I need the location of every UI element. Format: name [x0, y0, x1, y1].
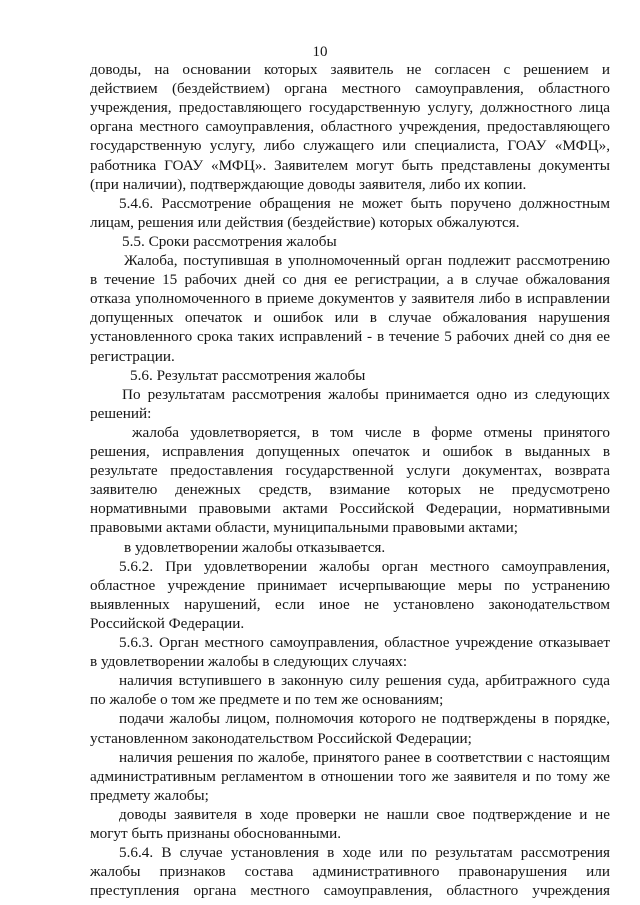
text-line: жалобы признаков состава административного правонарушения или [90, 863, 610, 881]
text-line: (при наличии), подтверждающие доводы заявителя, либо их копии. [90, 175, 527, 193]
text-line: по жалобе о том же предмете и по тем же основаниям; [90, 691, 444, 709]
text-line: органа местного самоуправления, областного учреждения, предоставляющего [90, 118, 610, 136]
text-line: Жалоба, поступившая в уполномоченный орган подлежит рассмотрению [124, 252, 610, 269]
text-line: учреждения, предоставляющего государственную услугу, должностного лица [90, 99, 610, 117]
text-line: в удовлетворении жалобы в следующих случаях: [90, 653, 408, 671]
text-line: наличия решения по жалобе, принятого ранее в соответствии с настоящим [119, 748, 610, 766]
text-line: установленном законодательством Российской Федерации; [90, 729, 472, 747]
text-line: правовыми актами области, муниципальными правовыми актами; [90, 519, 518, 537]
text-line: преступления органа местного самоуправления, областного учреждения [90, 882, 610, 900]
page-number: 10 [312, 44, 328, 60]
text-line: 5.6.2. При удовлетворении жалобы орган местного самоуправления, [119, 557, 610, 575]
text-line: 5.4.6. Рассмотрение обращения не может быть поручено должностным [119, 194, 610, 212]
text-line: регистрации. [90, 347, 175, 365]
text-line: 5.5. Сроки рассмотрения жалобы [122, 232, 337, 250]
text-line: результате предоставления государственной услуги документах, возврата [90, 462, 610, 480]
text-line: решений: [90, 404, 152, 422]
text-line: действием (бездействием) органа местного самоуправления, областного [90, 80, 610, 98]
text-line: могут быть признаны обоснованными. [90, 825, 342, 842]
text-line: 5.6.4. В случае установления в ходе или по результатам рассмотрения [119, 844, 610, 862]
text-line: предмету жалобы; [90, 786, 209, 804]
text-line: нормативными правовыми актами Российской Федерации, нормативными [90, 500, 610, 518]
text-line: государственную услугу, либо служащего или специалиста, ГОАУ «МФЦ», [90, 137, 610, 155]
text-line: заявителю денежных средств, взимание которых не предусмотрено [90, 481, 610, 499]
text-line: административным регламентом в отношении того же заявителя и по тому же [90, 767, 610, 785]
text-line: лицам, решения или действия (бездействие) которых обжалуются. [90, 213, 520, 231]
text-line: 5.6.3. Орган местного самоуправления, областное учреждение отказывает [119, 634, 610, 651]
text-line: подачи жалобы лицом, полномочия которого не подтверждены в порядке, [119, 710, 610, 728]
text-line: в удовлетворении жалобы отказывается. [124, 538, 386, 556]
text-line: наличия вступившего в законную силу решения суда, арбитражного суда [119, 672, 610, 690]
text-line: выявленных нарушений, если иное не установлено законодательством [90, 595, 610, 613]
text-line: отказа уполномоченного в приеме документов у заявителя либо в исправлении [90, 290, 610, 308]
text-line: работника ГОАУ «МФЦ». Заявителем могут быть представлены документы [90, 156, 610, 174]
text-line: По результатам рассмотрения жалобы принимается одно из следующих [122, 385, 610, 403]
text-line: в течение 15 рабочих дней со дня ее регистрации, а в случае обжалования [90, 271, 610, 289]
text-line: 5.6. Результат рассмотрения жалобы [130, 366, 366, 384]
text-line: областное учреждение принимает исчерпывающие меры по устранению [90, 576, 610, 594]
text-line: установленного срока таких исправлений - в течение 5 рабочих дней со дня ее [90, 328, 610, 346]
text-line: доводы, на основании которых заявитель не согласен с решением и [90, 61, 610, 78]
text-line: доводы заявителя в ходе проверки не нашли свое подтверждение и не [119, 805, 610, 823]
text-line: допущенных опечаток и ошибок или в случае обжалования нарушения [90, 309, 610, 327]
text-line: жалоба удовлетворяется, в том числе в форме отмены принятого [132, 423, 610, 441]
text-line: Российской Федерации. [90, 614, 245, 632]
text-line: решения, исправления допущенных опечаток и ошибок в выданных в [90, 443, 610, 460]
